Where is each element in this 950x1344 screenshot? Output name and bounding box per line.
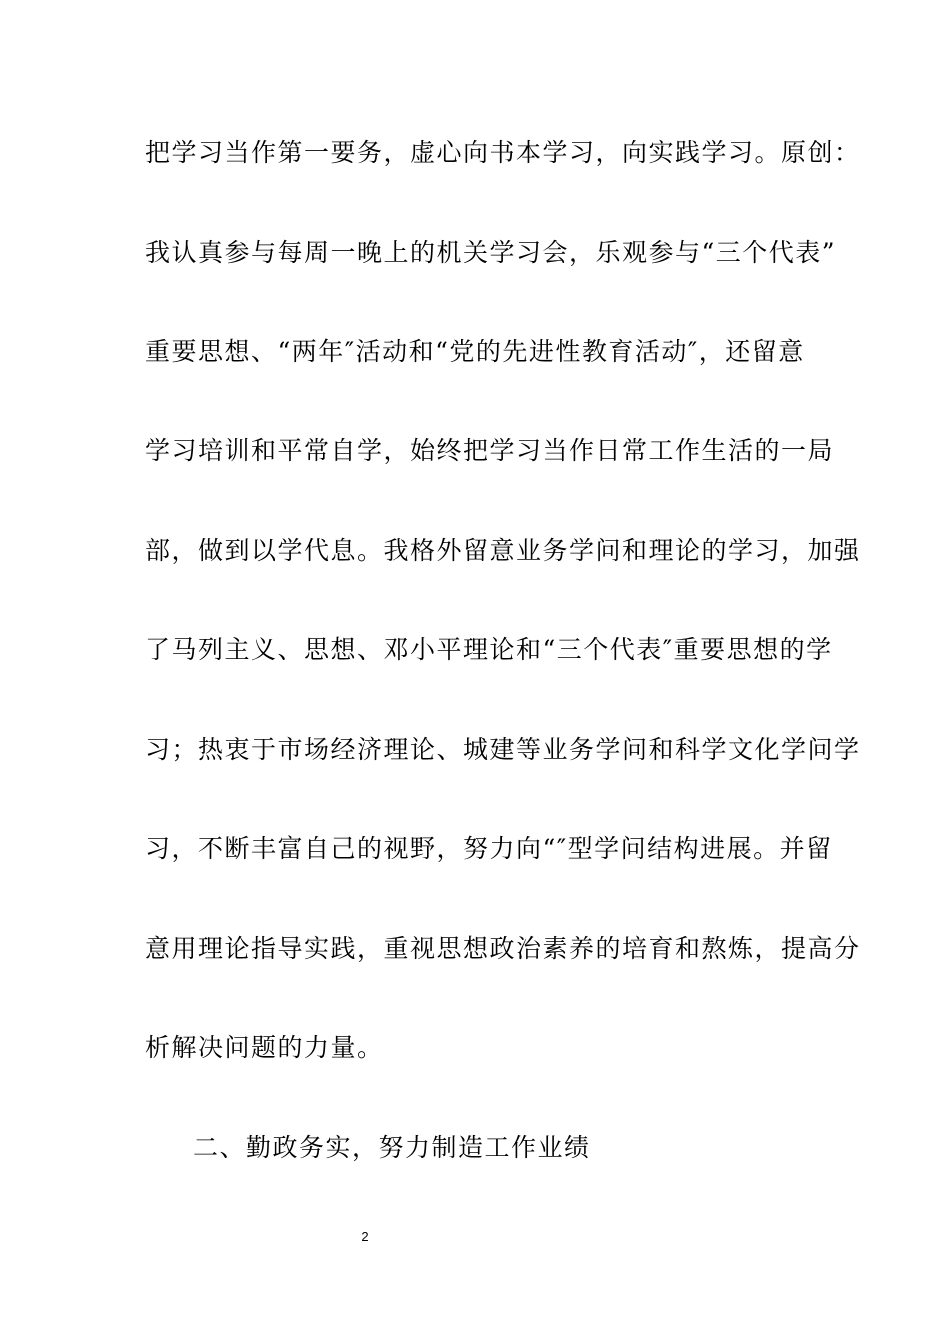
paragraph-line: 部，做到以学代息。我格外留意业务学问和理论的学习，加强	[145, 536, 861, 565]
page-number: 2	[361, 1229, 369, 1244]
section-heading: 二、勤政务实，努力制造工作业绩	[193, 1133, 591, 1162]
paragraph-line: 重要思想、“两年″活动和“党的先进性教育活动″，还留意	[145, 337, 805, 366]
paragraph-line: 习；热衷于市场经济理论、城建等业务学问和科学文化学问学	[145, 735, 861, 764]
paragraph-line: 析解决问题的力量。	[145, 1033, 384, 1062]
paragraph-line: 习，不断丰富自己的视野，努力向“″型学问结构进展。并留	[145, 834, 833, 863]
paragraph-line: 了马列主义、思想、邓小平理论和“三个代表″重要思想的学	[145, 635, 833, 664]
paragraph-line: 学习培训和平常自学，始终把学习当作日常工作生活的一局	[145, 436, 835, 465]
paragraph-line: 我认真参与每周一晚上的机关学习会，乐观参与“三个代表”	[145, 238, 837, 267]
paragraph-line: 意用理论指导实践，重视思想政治素养的培育和熬炼，提高分	[145, 934, 861, 963]
paragraph-line: 把学习当作第一要务，虚心向书本学习，向实践学习。原创：	[145, 138, 861, 167]
